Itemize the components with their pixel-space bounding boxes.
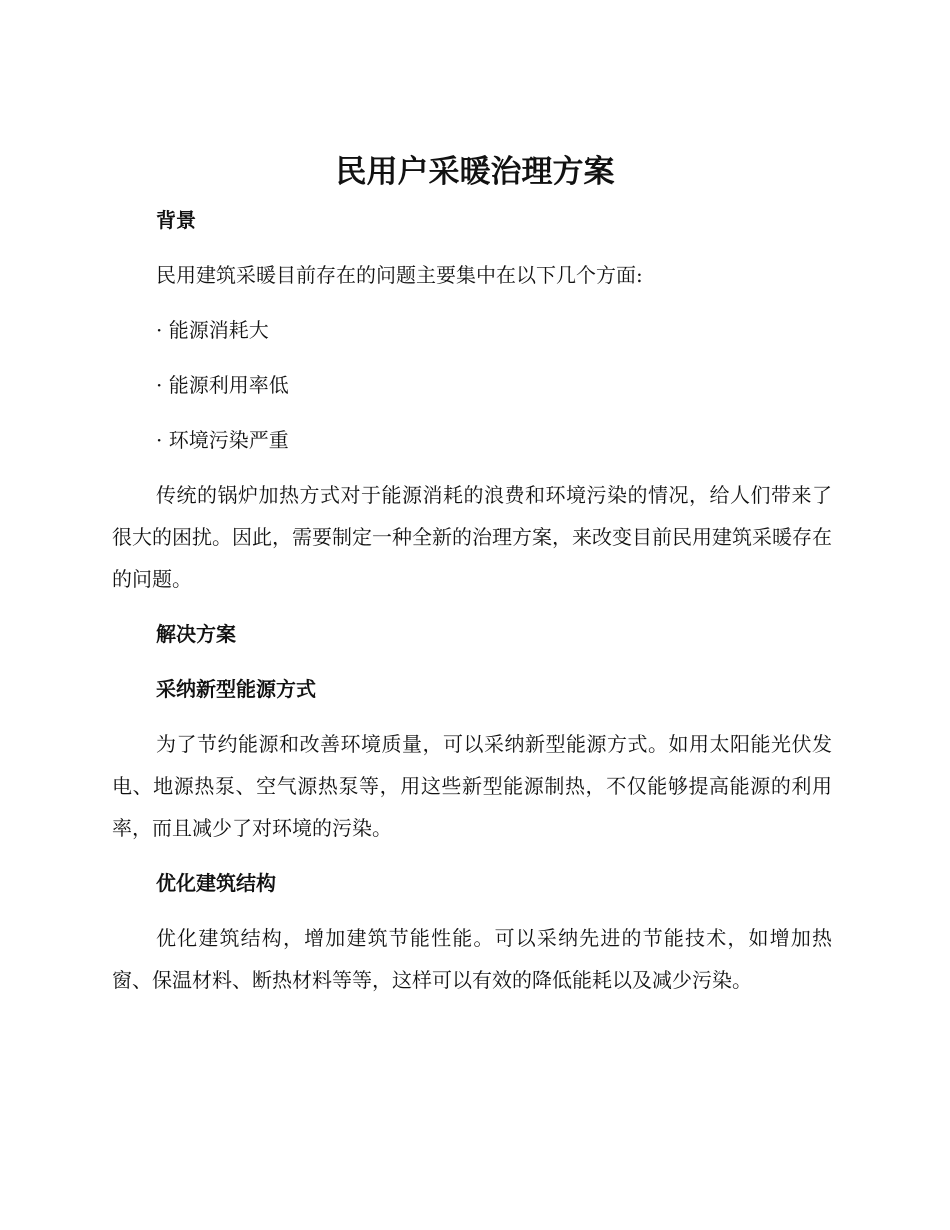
section-heading-background: 背景	[156, 208, 196, 232]
subsection-heading-new-energy: 采纳新型能源方式	[156, 677, 316, 701]
document-title: 民用户采暖治理方案	[335, 154, 615, 190]
bullet-item: · 环境污染严重	[156, 428, 289, 452]
bullet-item: · 能源消耗大	[156, 318, 269, 342]
building-structure-paragraph: 优化建筑结构，增加建筑节能性能。可以采纳先进的节能技术，如增加热窗、保温材料、断热材料等等，这样可以有效的降低能耗以及减少污染。	[112, 926, 832, 992]
subsection-heading-building-structure: 优化建筑结构	[156, 871, 276, 895]
section-heading-solution: 解决方案	[156, 622, 236, 646]
background-paragraph: 传统的锅炉加热方式对于能源消耗的浪费和环境污染的情况，给人们带来了很大的困扰。因此，需要制定一种全新的治理方案，来改变目前民用建筑采暖存在的问题。	[112, 483, 832, 591]
background-intro: 民用建筑采暖目前存在的问题主要集中在以下几个方面:	[156, 263, 643, 287]
bullet-item: · 能源利用率低	[156, 373, 289, 397]
new-energy-paragraph: 为了节约能源和改善环境质量，可以采纳新型能源方式。如用太阳能光伏发电、地源热泵、空气源热泵等，用这些新型能源制热，不仅能够提高能源的利用率，而且减少了对环境的污染。	[112, 732, 832, 840]
